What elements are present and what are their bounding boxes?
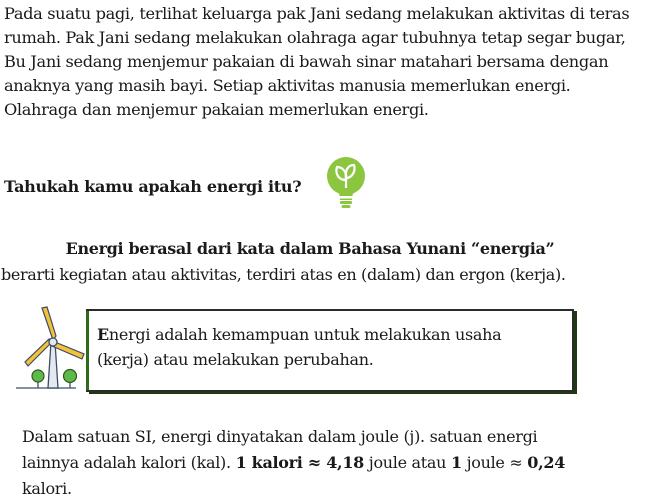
units-equation: 0,24 xyxy=(527,453,566,472)
etymology-paragraph xyxy=(0,236,650,288)
units-text: lainnya adalah kalori (kal). xyxy=(22,453,236,472)
intro-paragraph xyxy=(4,2,648,122)
units-paragraph xyxy=(22,424,642,502)
etymology-line: berarti kegiatan atau aktivitas, terdiri atas en (dalam) dan ergon (kerja). xyxy=(1,265,566,284)
wind-turbine-icon xyxy=(14,302,94,394)
units-equation: 1 kalori ≈ 4,18 xyxy=(235,453,364,472)
lightbulb-leaf-icon xyxy=(324,156,368,212)
units-text: joule atau xyxy=(364,453,451,472)
intro-line: anaknya yang masih bayi. Setiap aktivitas manusia memerlukan energi. xyxy=(4,76,571,95)
definition-line: (kerja) atau melakukan perubahan. xyxy=(97,350,374,369)
definition-line: nergi adalah kemampuan untuk melakukan usaha xyxy=(108,325,502,344)
units-text: Dalam satuan SI, energi dinyatakan dalam joule (j). satuan energi xyxy=(22,427,538,446)
question-heading: Tahukah kamu apakah energi itu? xyxy=(4,177,302,196)
units-text: joule ≈ xyxy=(461,453,528,472)
intro-line: Bu Jani sedang menjemur pakaian di bawah sinar matahari bersama dengan xyxy=(4,52,609,71)
etymology-line: Energi berasal dari kata dalam Bahasa Yunani “energia” xyxy=(65,239,555,258)
intro-line: Pada suatu pagi, terlihat keluarga pak Jani sedang melakukan aktivitas di teras xyxy=(4,4,630,23)
definition-text xyxy=(97,322,567,372)
units-equation: 1 xyxy=(450,453,462,472)
units-text: kalori. xyxy=(22,479,72,498)
definition-lead: E xyxy=(97,325,109,344)
intro-line: rumah. Pak Jani sedang melakukan olahraga agar tubuhnya tetap segar bugar, xyxy=(4,28,626,47)
intro-line: Olahraga dan menjemur pakaian memerlukan energi. xyxy=(4,100,429,119)
